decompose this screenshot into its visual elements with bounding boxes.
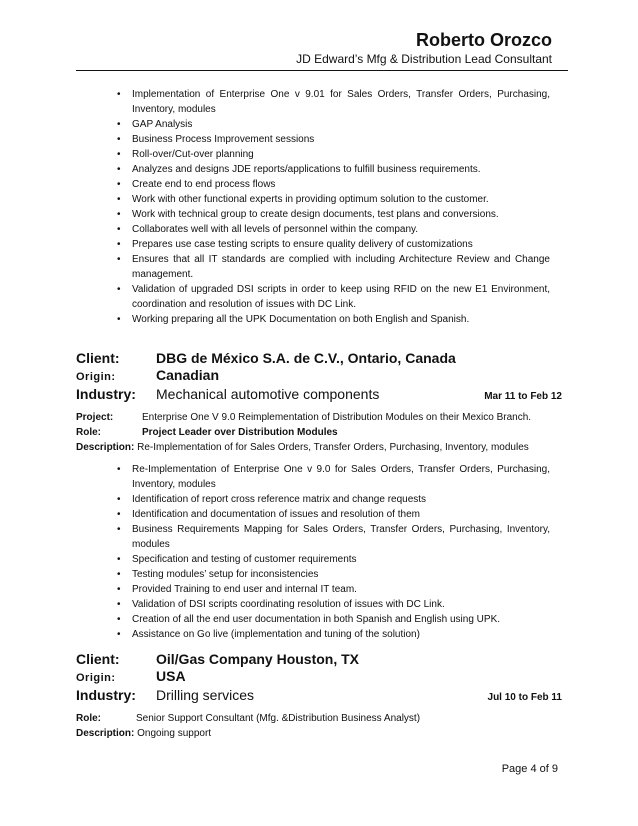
bullet-icon: • [117, 284, 121, 295]
list-item-text: Validation of DSI scripts coordinating resolution of issues with DC Link. [132, 599, 445, 610]
list-item-text: Provided Training to end user and internal IT team. [132, 584, 357, 595]
description-value: Ongoing support [137, 728, 212, 739]
bullet-icon: • [117, 119, 121, 130]
bullet-icon: • [117, 629, 121, 640]
responsibilities-list-2 [76, 462, 550, 642]
list-item [76, 222, 550, 237]
list-item [76, 612, 550, 627]
bullet-icon: • [117, 569, 121, 580]
list-item [76, 627, 550, 642]
bullet-icon: • [117, 509, 121, 520]
industry-label: Industry: [76, 687, 136, 703]
bullet-icon: • [117, 149, 121, 160]
header-name: Roberto Orozco [415, 30, 552, 50]
list-item-text: Work with technical group to create design documents, test plans and conversions. [132, 209, 499, 220]
list-item [76, 177, 550, 192]
bullet-icon: • [117, 164, 121, 175]
list-item-text: Creation of all the end user documentation in both Spanish and English using UPK. [132, 614, 501, 625]
list-item [76, 252, 550, 282]
project-value: Enterprise One V 9.0 Reimplementation of Distribution Modules on their Mexico Branch. [142, 412, 532, 423]
list-item-text: Work with other functional experts in providing optimum solution to the customer. [132, 194, 489, 205]
list-item-text: Collaborates well with all levels of personnel within the company. [132, 224, 419, 235]
industry-value: Drilling services [156, 687, 255, 703]
page-number: Page 4 of 9 [501, 763, 558, 775]
project-label: Project: [76, 412, 114, 423]
bullet-icon: • [117, 554, 121, 565]
list-item [76, 522, 550, 552]
bullet-icon: • [117, 179, 121, 190]
project-details-1 [76, 410, 576, 455]
list-item [76, 87, 550, 117]
list-item [76, 582, 550, 597]
origin-label: Origin: [76, 371, 116, 383]
list-item [76, 597, 550, 612]
list-item [76, 147, 550, 162]
client-block-2 [76, 651, 568, 706]
list-item-text: GAP Analysis [132, 119, 193, 130]
list-item-text: Specification and testing of customer requirements [132, 554, 357, 565]
bullet-icon: • [117, 224, 121, 235]
list-item [76, 132, 550, 147]
origin-value: Canadian [156, 367, 220, 383]
bullet-icon: • [117, 524, 121, 535]
client-row [76, 651, 568, 668]
list-item [76, 492, 550, 507]
role-value: Project Leader over Distribution Modules [142, 427, 338, 438]
description-row [76, 440, 576, 455]
industry-value: Mechanical automotive components [156, 386, 380, 402]
description-label: Description: [76, 442, 135, 453]
role-label: Role: [76, 427, 101, 438]
industry-row [76, 687, 568, 706]
list-item-text: Assistance on Go live (implementation and tuning of the solution) [132, 629, 420, 640]
list-item [76, 282, 550, 312]
list-item-text: Validation of upgraded DSI scripts in order to keep using RFID on the new E1 Environment, coordination and resolution of issues with DC Link. [132, 284, 550, 310]
list-item-text: Analyzes and designs JDE reports/applications to fulfill business requirements. [132, 164, 481, 175]
list-item-text: Ensures that all IT standards are complied with including Architecture Review and Change management. [132, 254, 550, 280]
list-item [76, 117, 550, 132]
bullet-icon: • [117, 89, 121, 100]
list-item-text: Prepares use case testing scripts to ensure quality delivery of customizations [132, 239, 473, 250]
origin-row [76, 367, 568, 386]
list-item [76, 552, 550, 567]
role-row [76, 711, 576, 726]
bullet-icon: • [117, 314, 121, 325]
project-row [76, 410, 576, 425]
bullet-icon: • [117, 194, 121, 205]
list-item [76, 162, 550, 177]
description-row [76, 726, 576, 741]
list-item [76, 207, 550, 222]
list-item [76, 312, 550, 327]
origin-label: Origin: [76, 672, 116, 684]
client-label: Client: [76, 350, 120, 366]
list-item-text: Identification and documentation of issues and resolution of them [132, 509, 420, 520]
list-item [76, 192, 550, 207]
role-row [76, 425, 576, 440]
list-item-text: Testing modules’ setup for inconsistencies [132, 569, 319, 580]
list-item-text: Business Requirements Mapping for Sales Orders, Transfer Orders, Purchasing, Inventory, modules [132, 524, 550, 550]
bullet-icon: • [117, 494, 121, 505]
bullet-icon: • [117, 599, 121, 610]
client-block-1 [76, 350, 568, 405]
list-item-text: Working preparing all the UPK Documentation on both English and Spanish. [132, 314, 470, 325]
industry-label: Industry: [76, 386, 136, 402]
header-rule [76, 70, 568, 71]
client-value: Oil/Gas Company Houston, TX [156, 651, 360, 667]
date-range: Mar 11 to Feb 12 [484, 391, 562, 402]
list-item-text: Create end to end process flows [132, 179, 276, 190]
header-title: JD Edward’s Mfg & Distribution Lead Consultant [296, 52, 552, 66]
list-item-text: Identification of report cross reference matrix and change requests [132, 494, 427, 505]
list-item-text: Implementation of Enterprise One v 9.01 for Sales Orders, Transfer Orders, Purchasing, Inventory, modules [132, 89, 550, 115]
description-value: Re-Implementation of for Sales Orders, Transfer Orders, Purchasing, Inventory, modules [137, 442, 529, 453]
project-details-2 [76, 711, 576, 741]
list-item-text: Re-Implementation of Enterprise One v 9.0 for Sales Orders, Transfer Orders, Purchasing, Inventory, modules [132, 464, 550, 490]
role-label: Role: [76, 713, 101, 724]
bullet-icon: • [117, 614, 121, 625]
bullet-icon: • [117, 134, 121, 145]
origin-row [76, 668, 568, 687]
industry-row [76, 386, 568, 405]
list-item [76, 237, 550, 252]
list-item [76, 462, 550, 492]
client-label: Client: [76, 651, 120, 667]
date-range: Jul 10 to Feb 11 [487, 692, 562, 703]
list-item-text: Business Process Improvement sessions [132, 134, 315, 145]
list-item-text: Roll-over/Cut-over planning [132, 149, 254, 160]
client-value: DBG de México S.A. de C.V., Ontario, Canada [156, 350, 456, 366]
bullet-icon: • [117, 239, 121, 250]
description-label: Description: [76, 728, 135, 739]
bullet-icon: • [117, 209, 121, 220]
role-value: Senior Support Consultant (Mfg. &Distribution Business Analyst) [136, 713, 421, 724]
responsibilities-list-1 [76, 87, 550, 327]
bullet-icon: • [117, 584, 121, 595]
list-item [76, 567, 550, 582]
list-item [76, 507, 550, 522]
origin-value: USA [156, 668, 186, 684]
bullet-icon: • [117, 464, 121, 475]
client-row [76, 350, 568, 367]
bullet-icon: • [117, 254, 121, 265]
